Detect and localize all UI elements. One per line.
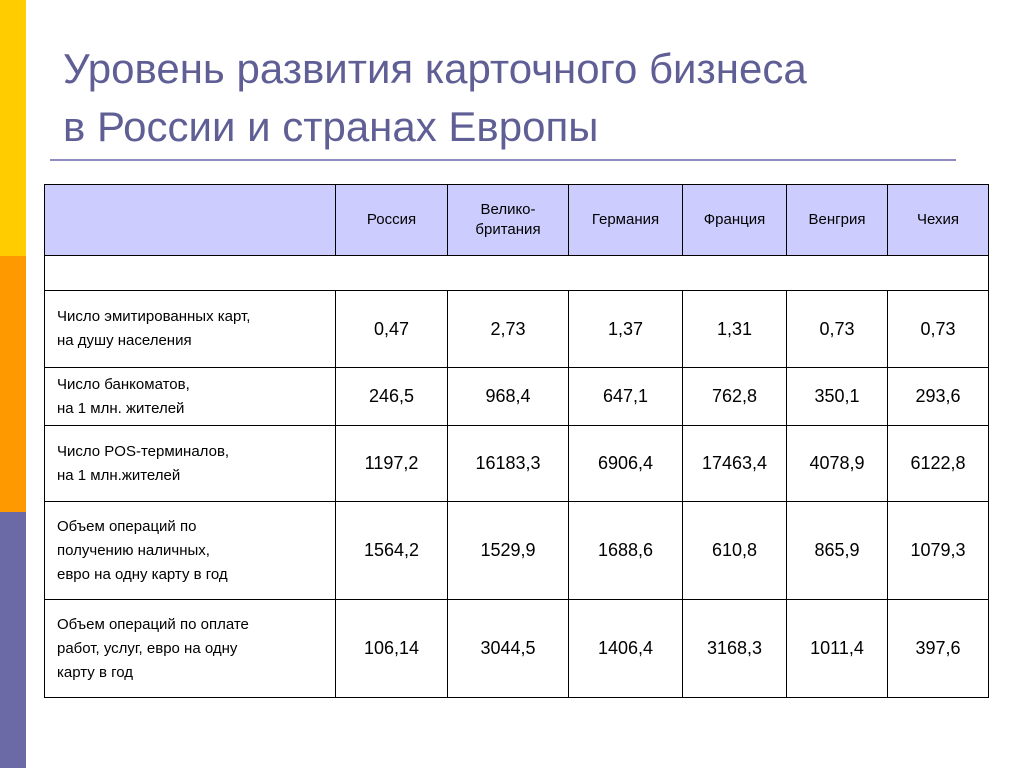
column-header: Велико- британия (448, 185, 569, 256)
value-cell: 0,73 (787, 291, 888, 368)
table-row (45, 368, 989, 426)
value-cell: 4078,9 (787, 426, 888, 502)
table-row (45, 426, 989, 502)
value-cell: 0,47 (336, 291, 448, 368)
value-cell: 16183,3 (448, 426, 569, 502)
row-label: Объем операций по оплате работ, услуг, евро на одну карту в год (45, 600, 336, 698)
slide-title-line-1: Уровень развития карточного бизнеса (63, 45, 807, 92)
value-cell: 610,8 (683, 502, 787, 600)
table-row (45, 291, 989, 368)
value-cell: 6122,8 (888, 426, 989, 502)
row-label: Объем операций по получению наличных, евро на одну карту в год (45, 502, 336, 600)
value-cell: 350,1 (787, 368, 888, 426)
value-cell: 968,4 (448, 368, 569, 426)
accent-bar-purple (0, 512, 26, 768)
value-cell: 246,5 (336, 368, 448, 426)
value-cell: 1011,4 (787, 600, 888, 698)
value-cell: 1197,2 (336, 426, 448, 502)
value-cell: 17463,4 (683, 426, 787, 502)
value-cell: 647,1 (569, 368, 683, 426)
title-underline (50, 159, 956, 161)
value-cell: 0,73 (888, 291, 989, 368)
value-cell: 1,37 (569, 291, 683, 368)
value-cell: 1564,2 (336, 502, 448, 600)
table-row (45, 600, 989, 698)
card-business-table (44, 184, 989, 698)
table-row (45, 502, 989, 600)
column-header: Венгрия (787, 185, 888, 256)
header-corner-cell (45, 185, 336, 256)
empty-separator-row (45, 256, 989, 291)
row-label: Число POS-терминалов, на 1 млн.жителей (45, 426, 336, 502)
row-label: Число эмитированных карт, на душу населения (45, 291, 336, 368)
value-cell: 397,6 (888, 600, 989, 698)
value-cell: 1406,4 (569, 600, 683, 698)
empty-cell (45, 256, 989, 291)
table-header-row (45, 185, 989, 256)
accent-bar-yellow (0, 0, 26, 256)
column-header: Чехия (888, 185, 989, 256)
row-label: Число банкоматов, на 1 млн. жителей (45, 368, 336, 426)
value-cell: 3044,5 (448, 600, 569, 698)
accent-bar-orange (0, 256, 26, 512)
value-cell: 1,31 (683, 291, 787, 368)
value-cell: 762,8 (683, 368, 787, 426)
value-cell: 6906,4 (569, 426, 683, 502)
column-header: Германия (569, 185, 683, 256)
value-cell: 293,6 (888, 368, 989, 426)
slide-title (63, 40, 963, 156)
value-cell: 865,9 (787, 502, 888, 600)
value-cell: 1079,3 (888, 502, 989, 600)
slide-title-line-2: в России и странах Европы (63, 103, 599, 150)
value-cell: 2,73 (448, 291, 569, 368)
column-header: Россия (336, 185, 448, 256)
value-cell: 3168,3 (683, 600, 787, 698)
value-cell: 1688,6 (569, 502, 683, 600)
value-cell: 106,14 (336, 600, 448, 698)
value-cell: 1529,9 (448, 502, 569, 600)
column-header: Франция (683, 185, 787, 256)
